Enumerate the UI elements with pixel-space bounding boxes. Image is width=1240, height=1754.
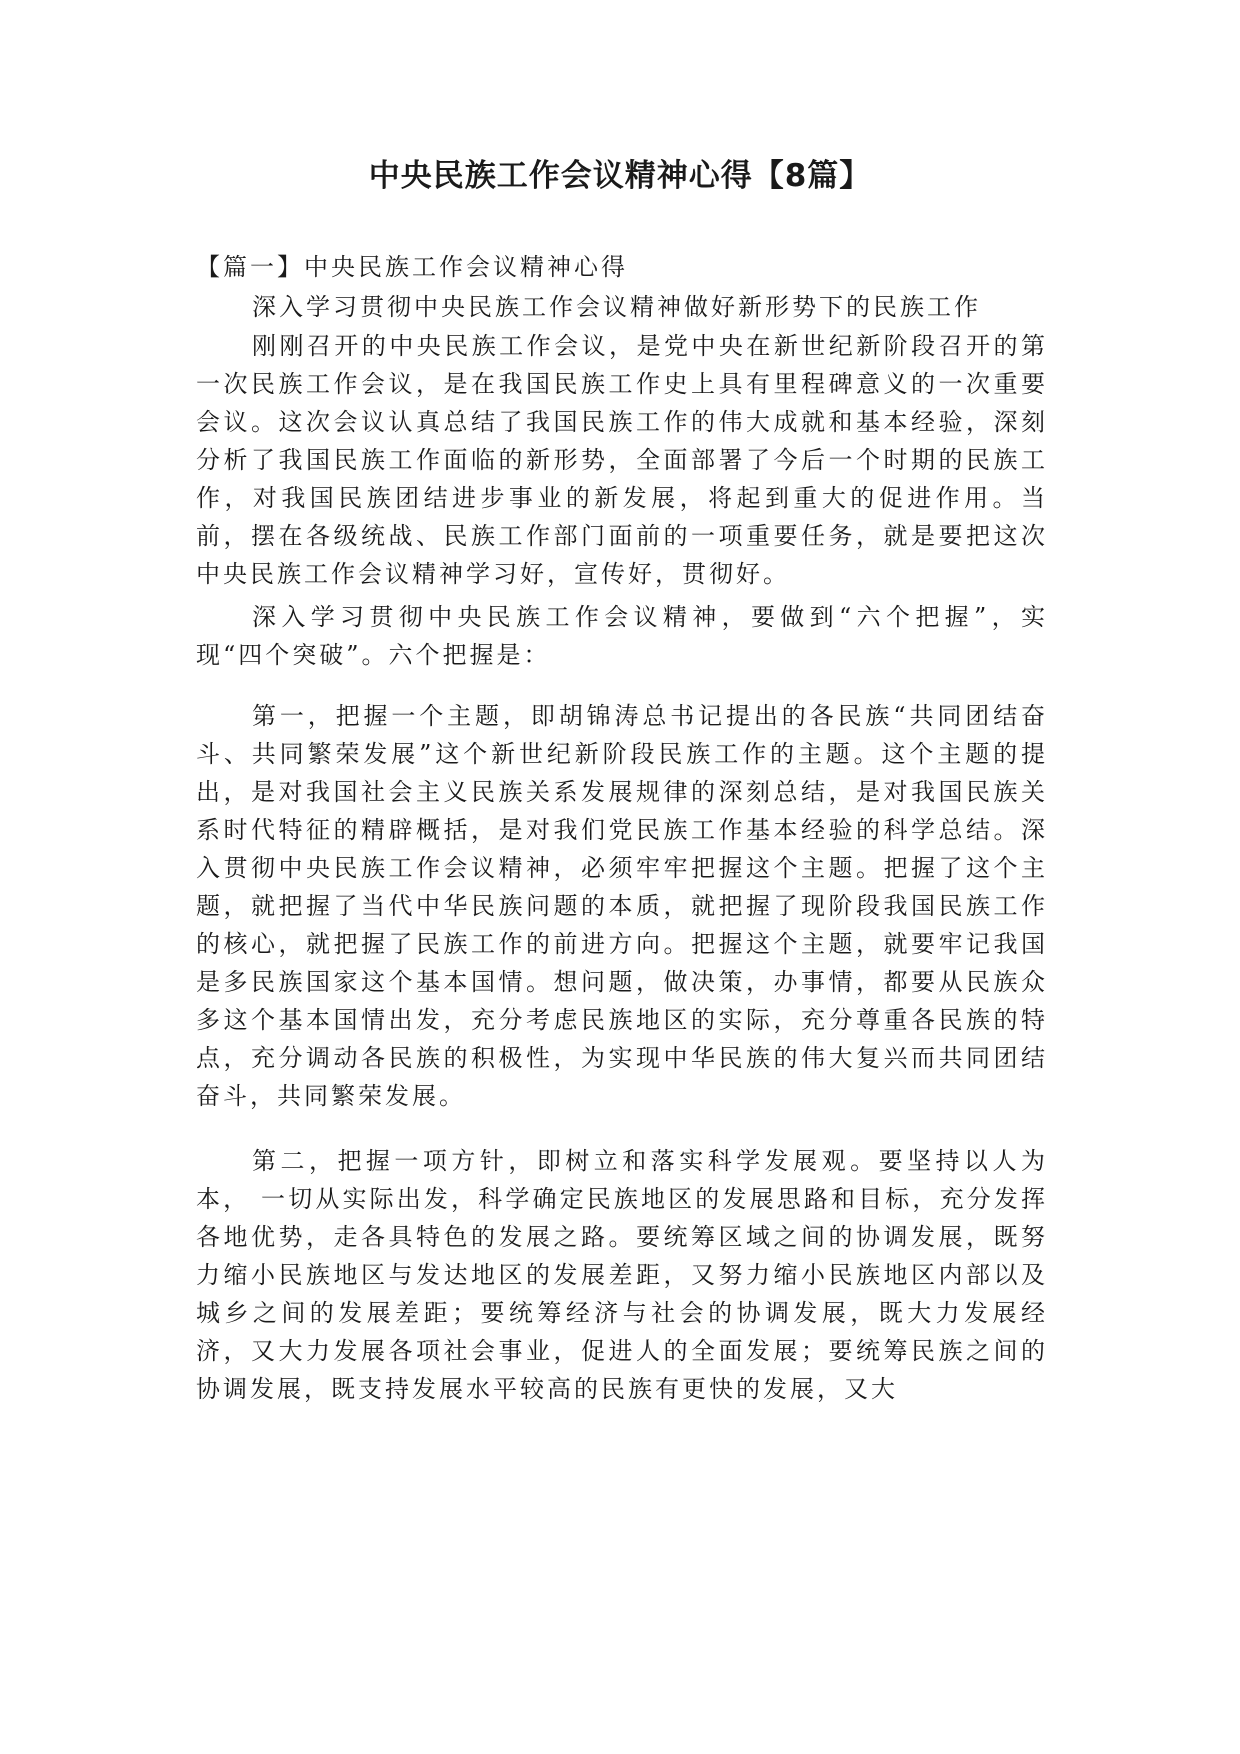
paragraph-3: 第一，把握一个主题，即胡锦涛总书记提出的各民族“共同团结奋斗、共同繁荣发展”这个新世纪新阶段民族工作的主题。这个主题的提出，是对我国社会主义民族关系发展规律的深刻总结，是对我国民族关系时代特征的精辟概括，是对我们党民族工作基本经验的科学总结。深入贯彻中央民族工作会议精神，必须牢牢把握这个主题。把握了这个主题，就把握了当代中华民族问题的本质，就把握了现阶段我国民族工作的核心，就把握了民族工作的前进方向。把握这个主题，就要牢记我国是多民族国家这个基本国情。想问题，做决策，办事情，都要从民族众多这个基本国情出发，充分考虑民族地区的实际，充分尊重各民族的特点，充分调动各民族的积极性，为实现中华民族的伟大复兴而共同团结奋斗，共同繁荣发展。	[196, 702, 1048, 1110]
paragraph-2: 深入学习贯彻中央民族工作会议精神，要做到“六个把握”，实现“四个突破”。六个把握是：	[196, 603, 1048, 669]
section-heading: 【篇一】中央民族工作会议精神心得	[196, 253, 628, 281]
paragraph-4: 第二，把握一项方针，即树立和落实科学发展观。要坚持以人为本， 一切从实际出发，科学确定民族地区的发展思路和目标，充分发挥各地优势，走各具特色的发展之路。要统筹区域之间的协调发展，既努力缩小民族地区与发达地区的发展差距，又努力缩小民族地区内部以及城乡之间的发展差距；要统筹经济与社会的协调发展，既大力发展经济，又大力发展各项社会事业，促进人的全面发展；要统筹民族之间的协调发展，既支持发展水平较高的民族有更快的发展，又大	[196, 1147, 1048, 1403]
paragraph-1: 刚刚召开的中央民族工作会议，是党中央在新世纪新阶段召开的第一次民族工作会议，是在我国民族工作史上具有里程碑意义的一次重要会议。这次会议认真总结了我国民族工作的伟大成就和基本经验，深刻分析了我国民族工作面临的新形势，全面部署了今后一个时期的民族工作，对我国民族团结进步事业的新发展，将起到重大的促进作用。当前，摆在各级统战、民族工作部门面前的一项重要任务，就是要把这次中央民族工作会议精神学习好，宣传好，贯彻好。	[196, 332, 1048, 588]
article-subheading: 深入学习贯彻中央民族工作会议精神做好新形势下的民族工作	[252, 293, 981, 321]
document-title: 中央民族工作会议精神心得【8篇】	[368, 158, 872, 194]
